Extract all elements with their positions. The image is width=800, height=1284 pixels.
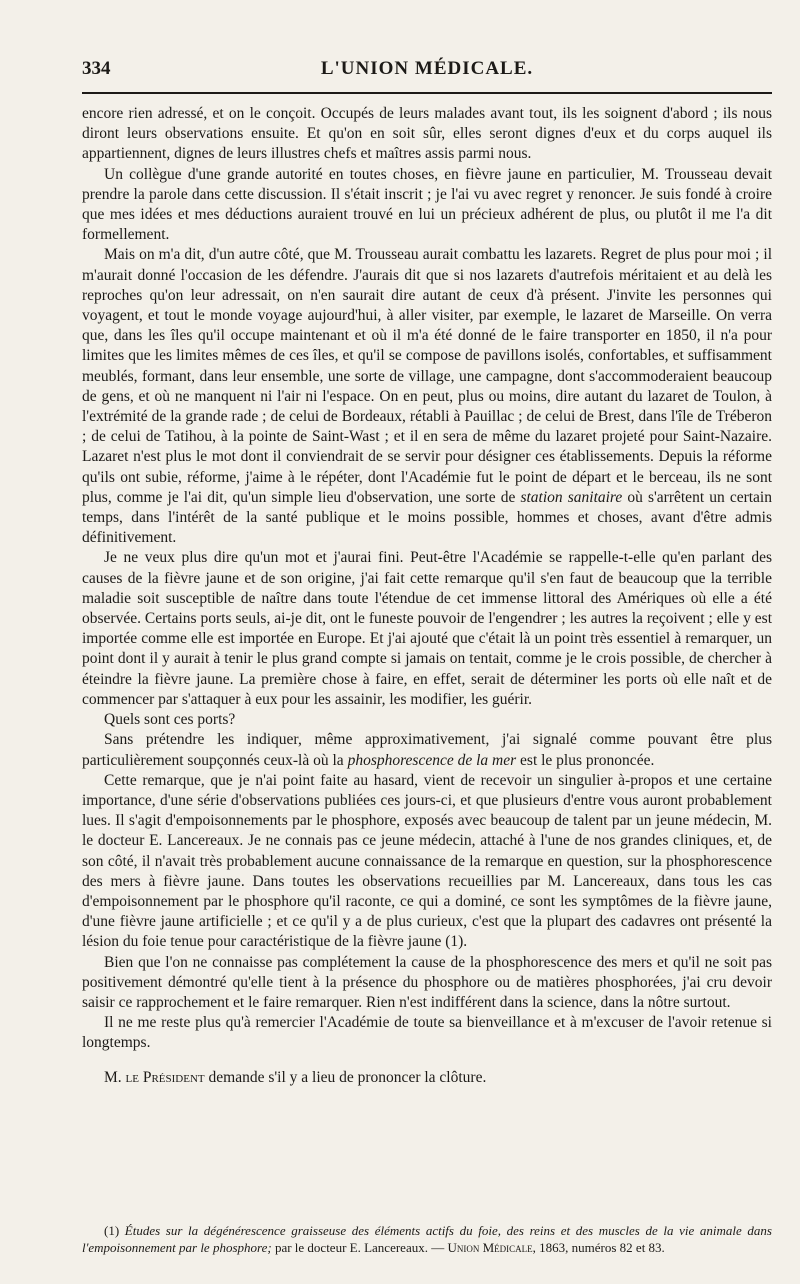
- paragraph-text: Je ne veux plus dire qu'un mot et j'aurai fini. Peut-être l'Académie se rappelle-t-elle qu'en parlant des causes de la fièvre jaune et de son origine, j'ai fait cette remarque qu'il s'en faut de beaucoup que la terrible maladie soit susceptible de naître dans toute l'étendue de cet immense littoral des Amériques où elle a été observée. Certains ports seuls, ai-je dit, ont le funeste pouvoir de l'engendrer ; les autres la reçoivent ; elle y est importée comme elle est importée en Europe. Et j'ai ajouté que c'était là un point très essentiel à remarquer, un point dont il y aurait à tenir le plus grand compte si jamais on tentait, comme je le crois possible, de chercher à éteindre la fièvre jaune. La première chose à faire, en effet, serait de déterminer les ports où elle naît et de commencer par s'attaquer à eux pour les assainir, les modifier, les guérir.: [82, 549, 772, 708]
- paragraph: [82, 104, 772, 165]
- paragraph: [82, 953, 772, 1014]
- paragraph-text-tail: où s'arrêtent un certain temps, dans l'intérêt de la santé publique et le moins possible, hommes et choses, avant d'être admis définitivement.: [82, 488, 772, 547]
- page-number: 334: [82, 58, 111, 79]
- footnote-text: par le docteur E. Lancereaux. —: [271, 1240, 448, 1255]
- footnote-title: Études sur la dégénérescence graisseuse des éléments actifs du foie, des reins et des muscles de la vie animale dans l'empoisonnement par le phosphore;: [82, 1223, 772, 1255]
- footnote-marker: (1): [104, 1223, 125, 1238]
- running-title: L'UNION MÉDICALE.: [320, 58, 534, 79]
- italic-term: station sanitaire: [520, 488, 623, 506]
- paragraph-text: Il ne me reste plus qu'à remercier l'Académie de toute sa bienveillance et à m'excuser de l'avoir retenue si longtemps.: [82, 1014, 772, 1052]
- footnote-journal: Union Médicale: [447, 1240, 533, 1255]
- header-rule: [82, 92, 772, 94]
- paragraph-text: Cette remarque, que je n'ai point faite au hasard, vient de recevoir un singulier à-propos et une certaine importance, d'une série d'observations publiées ces jours-ci, et que plusieurs d'entre vous auront probablement lues. Il s'agit d'empoisonnements par le phosphore, exposés avec beaucoup de talent par un jeune médecin, M. le docteur E. Lancereaux. Je ne connais pas ce jeune médecin, attaché à l'une de nos grandes cliniques, et, de son côté, il n'avait très probablement aucune connaissance de la remarque en question, sur la phosphorescence des mers à fièvre jaune. Dans toutes les observations recueillies par M. Lancereaux, dans tous les cas d'empoisonnement par le phosphore qu'il raconte, ce qui a dominé, ce sont les symptômes de la fièvre jaune, d'une fièvre jaune artificielle ; et ce qu'il y a de plus curieux, c'est que la plupart des cadavres ont présenté la lésion du foie tenue pour caractéristique de la fièvre jaune (1).: [82, 771, 772, 951]
- paragraph: [82, 245, 772, 548]
- paragraph-text: Bien que l'on ne connaisse pas complétement la cause de la phosphorescence des mers et qu'il ne soit pas positivement démontré qu'elle tient à la présence du phosphore ou de matières phosphorées, j'ai cru devoir saisir ce rapprochement et le faire remarquer. Rien n'est indifférent dans la science, dans la nôtre surtout.: [82, 953, 772, 1011]
- page-header: [82, 58, 772, 86]
- footnote: [82, 1222, 772, 1256]
- speaker-name: M. le Président: [104, 1068, 205, 1086]
- closing-line: [82, 1068, 772, 1088]
- article-body: [82, 104, 772, 1088]
- paragraph-text: encore rien adressé, et on le conçoit. Occupés de leurs malades avant tout, ils les soignent d'abord ; ils nous diront leurs observations ensuite. Et qu'on en soit sûr, elles seront dignes d'eux et du corps auquel ils appartiennent, dignes de leurs illustres chefs et maîtres assis parmi nous.: [82, 105, 772, 163]
- paragraph-text: Un collègue d'une grande autorité en toutes choses, en fièvre jaune en particulier, M. Trousseau devait prendre la parole dans cette discussion. Il s'était inscrit ; je l'ai vu avec regret y renoncer. Je suis fondé à croire que mes idées et mes déductions auraient trouvé en lui un précieux adhérent de plus, ou plutôt il me l'a dit formellement.: [82, 165, 772, 244]
- footnote-tail: , 1863, numéros 82 et 83.: [532, 1240, 665, 1255]
- closing-text: demande s'il y a lieu de prononcer la clôture.: [204, 1068, 487, 1086]
- paragraph: [82, 1013, 772, 1053]
- italic-term: phosphorescence de la mer: [347, 751, 517, 769]
- paragraph-text-tail: est le plus prononcée.: [516, 751, 655, 769]
- paragraph-text: Mais on m'a dit, d'un autre côté, que M. Trousseau aurait combattu les lazarets. Regret de plus pour moi ; il m'aurait donné l'occasion de les défendre. J'aurais dit que si nos lazarets d'autrefois méritaient et au delà les reproches qu'on leur adressait, on n'en saurait dire autant de ceux d'à présent. J'invite les personnes qui voyagent, et tout le monde voyage aujourd'hui, à aller visiter, par exemple, le lazaret de Marseille. On verra que, dans les îles qu'il occupe maintenant et où il m'a été donné de le faire transporter en 1850, il n'a pour limites que les limites mêmes de ces îles, et qu'il se compose de pavillons isolés, confortables, et suffisamment meublés, formant, dans leur ensemble, une sorte de village, une campagne, dont s'accommoderaient beaucoup de gens, et où ne manquent ni l'air ni l'espace. On en peut, plus ou moins, dire autant du lazaret de Toulon, à l'extrémité de la grande rade ; de celui de Bordeaux, rétabli à Pauillac ; de celui de Brest, dans l'île de Tréberon ; de celui de Tatihou, à la pointe de Saint-Wast ; et il en sera de même du lazaret projeté pour Saint-Nazaire. Lazaret n'est plus le mot dont il conviendrait de se servir pour désigner ces établissements. Depuis la réforme qu'ils ont subie, réforme, j'aime à le répéter, dont l'Académie fut le point de départ et le berceau, ils ne sont plus, comme je l'ai dit, qu'un simple lieu d'observation, une sorte de: [82, 246, 772, 506]
- paragraph: [82, 771, 772, 953]
- paragraph: [82, 548, 772, 710]
- paragraph-text: Quels sont ces ports?: [104, 711, 236, 729]
- paragraph-text: Sans prétendre les indiquer, même approximativement, j'ai signalé comme pouvant être plus particulièrement soupçonnés ceux-là où la: [82, 731, 772, 769]
- paragraph: [82, 165, 772, 246]
- paragraph: [82, 710, 772, 730]
- paragraph: [82, 730, 772, 770]
